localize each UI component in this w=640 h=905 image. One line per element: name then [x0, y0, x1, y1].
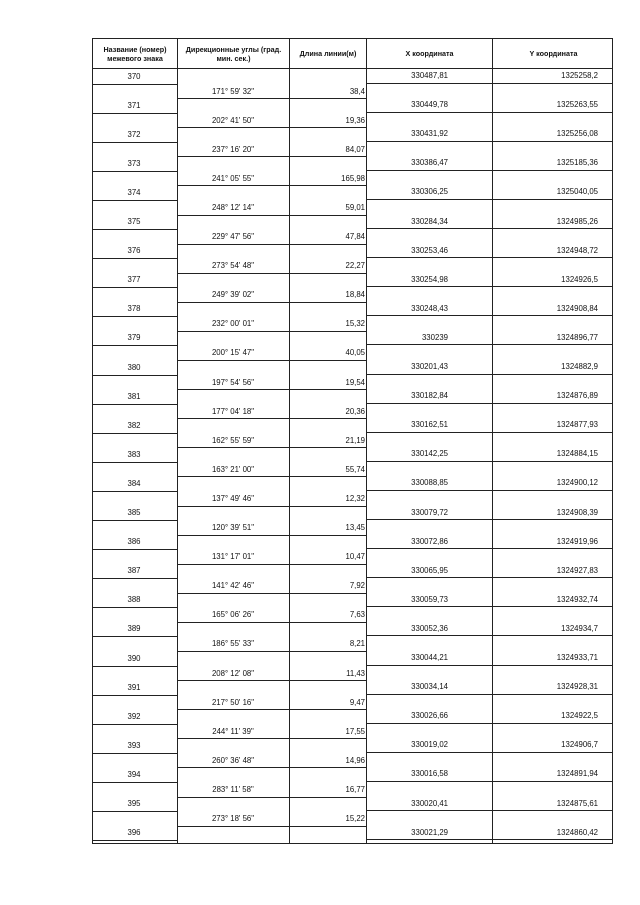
x-coordinate: 330142,25 [411, 449, 448, 459]
row-line [92, 287, 177, 288]
row-line [366, 432, 613, 433]
row-line [92, 491, 177, 492]
mark-number: 376 [127, 246, 141, 256]
mark-number: 374 [127, 187, 141, 197]
direction-angle: 244° 11' 39" [212, 726, 254, 736]
mark-number: 396 [127, 828, 141, 838]
x-coordinate: 330254,98 [411, 274, 448, 284]
y-coordinate: 1324875,61 [556, 798, 598, 808]
direction-angle: 208° 12' 08" [211, 668, 255, 678]
row-line [177, 767, 366, 768]
y-coordinate: 1325263,55 [556, 100, 598, 110]
direction-angle: 237° 16' 20" [211, 144, 255, 154]
x-coordinate: 330088,85 [411, 478, 448, 488]
row-line [366, 839, 613, 840]
row-line [92, 840, 177, 841]
row-line [366, 112, 613, 113]
y-coordinate: 1324891,94 [556, 769, 598, 779]
row-line [366, 606, 613, 607]
row-line [92, 229, 177, 230]
mark-number: 379 [127, 333, 141, 343]
mark-number: 386 [127, 537, 141, 547]
row-line [177, 593, 366, 594]
line-length: 55,74 [345, 464, 365, 474]
line-length: 19,36 [345, 115, 365, 125]
mark-number: 377 [127, 275, 141, 285]
row-line [92, 549, 177, 550]
row-line [366, 257, 613, 258]
x-coordinate: 330016,58 [411, 769, 448, 779]
x-coordinate: 330052,36 [411, 623, 448, 633]
direction-angle: 200° 15' 47" [211, 348, 255, 358]
row-line [366, 810, 613, 811]
x-coordinate: 330201,43 [411, 362, 448, 371]
row-line [177, 127, 366, 128]
line-length: 84,07 [345, 144, 365, 154]
row-line [366, 781, 613, 782]
line-length: 15,22 [345, 814, 365, 824]
direction-angle: 162° 55' 59" [211, 435, 255, 445]
row-line [366, 548, 613, 549]
line-length: 38,4 [349, 86, 365, 96]
line-length: 20,36 [345, 406, 365, 416]
y-coordinate: 1324900,12 [556, 478, 598, 488]
row-line [366, 461, 613, 462]
line-length: 21,19 [345, 435, 365, 445]
x-coordinate: 330044,21 [411, 653, 448, 662]
direction-angle: 217° 50' 16" [211, 697, 255, 707]
row-line [92, 316, 177, 317]
row-line [92, 258, 177, 259]
row-line [92, 782, 177, 783]
row-line [366, 577, 613, 578]
row-line [177, 564, 366, 565]
mark-number: 393 [127, 740, 141, 750]
y-coordinate: 1325258,2 [561, 71, 598, 80]
header-direction-angle: Дирекционные углы (град. мин. сек.) [178, 39, 290, 70]
table-header [92, 38, 613, 69]
y-coordinate: 1325185,36 [556, 158, 598, 168]
mark-number: 381 [127, 391, 141, 401]
direction-angle: 171° 59' 32" [211, 86, 255, 96]
line-length: 17,55 [345, 726, 365, 736]
x-coordinate: 330026,66 [411, 711, 448, 721]
y-coordinate: 1324927,83 [556, 565, 598, 575]
line-length: 10,47 [345, 552, 365, 562]
row-line [177, 418, 366, 419]
x-coordinate: 330020,41 [411, 798, 448, 808]
mark-number: 395 [127, 799, 141, 809]
header-line-length: Длина линии(м) [290, 39, 367, 70]
line-length: 7,63 [349, 610, 365, 620]
row-line [92, 666, 177, 667]
y-coordinate: 1324908,39 [556, 507, 598, 517]
line-length: 16,77 [345, 784, 365, 794]
row-line [92, 433, 177, 434]
y-coordinate: 1324928,31 [556, 682, 598, 692]
row-line [177, 535, 366, 536]
row-line [366, 403, 613, 404]
x-coordinate: 330059,73 [411, 594, 448, 604]
direction-angle: 137° 49' 46" [211, 493, 255, 503]
direction-angle: 202° 41' 50" [211, 115, 255, 125]
x-coordinate: 330248,43 [411, 303, 448, 313]
direction-angle: 197° 54' 56" [211, 377, 255, 387]
mark-number: 385 [127, 508, 141, 518]
row-line [177, 797, 366, 798]
row-line [177, 302, 366, 303]
row-line [177, 273, 366, 274]
line-length: 18,84 [345, 290, 365, 300]
x-coordinate: 330253,46 [411, 245, 448, 255]
row-line [92, 578, 177, 579]
x-coordinate: 330182,84 [411, 391, 448, 401]
row-line [177, 476, 366, 477]
x-coordinate: 330065,95 [411, 565, 448, 575]
y-coordinate: 1324932,74 [556, 594, 598, 604]
x-coordinate: 330284,34 [411, 216, 448, 226]
row-line [366, 752, 613, 753]
row-line [92, 200, 177, 201]
row-line [177, 389, 366, 390]
line-length: 40,05 [345, 348, 365, 358]
y-coordinate: 1324860,42 [556, 827, 598, 837]
row-line [366, 286, 613, 287]
header-mark-name: Название (номер) межевого знака [93, 39, 178, 70]
mark-number: 384 [127, 478, 141, 488]
direction-angle: 283° 11' 58" [212, 784, 254, 794]
row-line [366, 665, 613, 666]
row-line [366, 83, 613, 84]
row-line [92, 607, 177, 608]
row-line [366, 635, 613, 636]
row-line [92, 843, 613, 844]
row-line [92, 113, 177, 114]
row-line [177, 98, 366, 99]
mark-number: 383 [127, 449, 141, 459]
row-line [366, 199, 613, 200]
mark-number: 382 [127, 420, 141, 430]
y-coordinate: 1325256,08 [556, 129, 598, 139]
y-coordinate: 1324908,84 [556, 303, 598, 313]
direction-angle: 141° 42' 46" [211, 581, 255, 591]
row-line [366, 490, 613, 491]
mark-number: 370 [127, 71, 141, 81]
mark-number: 371 [127, 100, 141, 110]
row-line [177, 244, 366, 245]
row-line [366, 723, 613, 724]
row-line [92, 520, 177, 521]
row-line [92, 811, 177, 812]
x-coordinate: 330306,25 [411, 187, 448, 197]
row-line [92, 404, 177, 405]
x-coordinate: 330162,51 [411, 420, 448, 430]
x-coordinate: 330431,92 [411, 129, 448, 139]
mark-number: 380 [127, 362, 141, 372]
line-length: 8,21 [349, 639, 365, 649]
header-y-coordinate: Y координата [529, 49, 578, 59]
line-length: 165,98 [341, 173, 365, 183]
direction-angle: 186° 55' 33" [211, 639, 255, 649]
row-line [177, 826, 366, 827]
row-line [366, 374, 613, 375]
row-line [92, 636, 177, 637]
y-coordinate: 1324882,9 [561, 362, 598, 371]
row-line [366, 694, 613, 695]
mark-number: 388 [127, 595, 141, 605]
row-line [366, 228, 613, 229]
y-coordinate: 1324985,26 [556, 216, 598, 226]
x-coordinate: 330386,47 [411, 158, 448, 168]
row-line [177, 215, 366, 216]
direction-angle: 120° 39' 51" [211, 523, 255, 533]
x-coordinate: 330449,78 [411, 100, 448, 110]
y-coordinate: 1325040,05 [556, 187, 598, 197]
y-coordinate: 1324896,77 [556, 332, 598, 342]
mark-number: 389 [127, 624, 141, 634]
row-line [366, 170, 613, 171]
direction-angle: 177° 04' 18" [211, 406, 255, 416]
row-line [92, 171, 177, 172]
x-coordinate: 330072,86 [411, 536, 448, 546]
line-length: 14,96 [345, 755, 365, 765]
y-coordinate: 1324922,5 [561, 711, 598, 721]
direction-angle: 260° 36' 48" [211, 755, 255, 765]
row-line [177, 156, 366, 157]
row-line [177, 506, 366, 507]
header-x-coordinate: X координата [367, 39, 493, 70]
y-coordinate: 1324919,96 [556, 536, 598, 546]
direction-angle: 241° 05' 55" [211, 173, 255, 183]
y-coordinate: 1324906,7 [561, 740, 598, 750]
y-coordinate: 1324884,15 [556, 449, 598, 459]
line-length: 19,54 [345, 377, 365, 387]
line-length: 9,47 [349, 697, 365, 707]
row-line [177, 185, 366, 186]
row-line [177, 709, 366, 710]
y-coordinate: 1324933,71 [556, 653, 598, 662]
row-line [92, 462, 177, 463]
direction-angle: 273° 54' 48" [211, 261, 255, 271]
row-line [366, 344, 613, 345]
row-line [366, 141, 613, 142]
x-coordinate: 330487,81 [411, 71, 448, 80]
x-coordinate: 330239 [421, 332, 448, 342]
row-line [177, 622, 366, 623]
direction-angle: 163° 21' 00" [211, 464, 255, 474]
line-length: 47,84 [345, 232, 365, 242]
mark-number: 392 [127, 711, 141, 721]
direction-angle: 248° 12' 14" [211, 202, 255, 212]
direction-angle: 165° 06' 26" [211, 610, 255, 620]
line-length: 22,27 [345, 261, 365, 271]
line-length: 7,92 [349, 581, 365, 591]
row-line [92, 84, 177, 85]
x-coordinate: 330021,29 [411, 827, 448, 837]
survey-table [92, 38, 613, 838]
mark-number: 387 [127, 566, 141, 576]
x-coordinate: 330079,72 [411, 507, 448, 517]
y-coordinate: 1324876,89 [556, 391, 598, 401]
line-length: 12,32 [345, 493, 365, 503]
row-line [177, 651, 366, 652]
mark-number: 394 [127, 769, 141, 779]
y-coordinate: 1324948,72 [556, 245, 598, 255]
row-line [177, 447, 366, 448]
direction-angle: 232° 00' 01" [211, 319, 255, 329]
row-line [177, 360, 366, 361]
y-coordinate: 1324877,93 [556, 420, 598, 430]
direction-angle: 131° 17' 01" [211, 552, 255, 562]
x-coordinate: 330034,14 [411, 682, 448, 692]
mark-number: 390 [127, 653, 141, 663]
row-line [92, 695, 177, 696]
mark-number: 391 [127, 682, 141, 692]
mark-number: 378 [127, 304, 141, 314]
row-line [92, 375, 177, 376]
row-line [177, 680, 366, 681]
mark-number: 373 [127, 158, 141, 168]
mark-number: 372 [127, 129, 141, 139]
row-line [366, 519, 613, 520]
x-coordinate: 330019,02 [411, 740, 448, 750]
direction-angle: 229° 47' 56" [211, 232, 255, 242]
row-line [177, 738, 366, 739]
line-length: 15,32 [345, 319, 365, 329]
mark-number: 375 [127, 217, 141, 227]
row-line [92, 724, 177, 725]
row-line [177, 331, 366, 332]
y-coordinate: 1324934,7 [561, 623, 598, 633]
y-coordinate: 1324926,5 [561, 274, 598, 284]
line-length: 59,01 [345, 202, 365, 212]
direction-angle: 249° 39' 02" [211, 290, 255, 300]
line-length: 13,45 [345, 523, 365, 533]
direction-angle: 273° 18' 56" [211, 814, 255, 824]
row-line [92, 142, 177, 143]
line-length: 11,43 [346, 668, 365, 678]
row-line [366, 315, 613, 316]
row-line [92, 753, 177, 754]
row-line [92, 345, 177, 346]
